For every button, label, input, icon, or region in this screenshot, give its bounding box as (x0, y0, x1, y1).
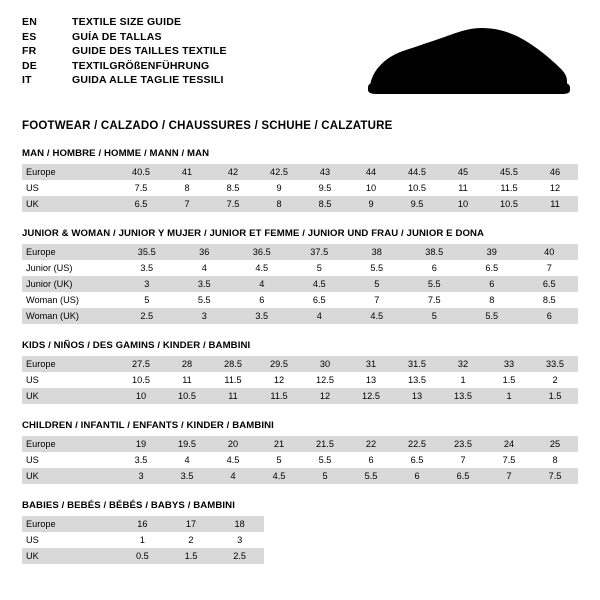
size-cell: 40 (521, 244, 579, 260)
size-cell: 12 (302, 388, 348, 404)
size-cell: 7 (486, 468, 532, 484)
size-cell: 4 (201, 263, 207, 273)
table-row (22, 196, 578, 212)
size-cell: 1.5 (167, 548, 216, 564)
size-cell: 4 (210, 468, 256, 484)
size-cell: 11.5 (256, 388, 302, 404)
size-cell: 6 (463, 276, 521, 292)
size-cell: 44.5 (394, 164, 440, 180)
size-cell: 22 (348, 436, 394, 452)
section-title: JUNIOR & WOMAN / JUNIOR Y MUJER / JUNIOR ET FEMME / JUNIOR UND FRAU / JUNIOR E DONA (22, 228, 485, 239)
section-kids (22, 340, 578, 404)
size-cell: 8.5 (302, 196, 348, 212)
language-title: TEXTILGRÖßENFÜHRUNG (72, 59, 210, 72)
size-cell: 10 (440, 196, 486, 212)
size-cell: 12 (549, 183, 561, 193)
row-label: US (26, 535, 39, 545)
size-cell: 36.5 (233, 244, 291, 260)
size-cell: 10 (365, 183, 377, 193)
section-title: BABIES / BEBÉS / BÉBÉS / BABYS / BAMBINI (22, 500, 235, 511)
size-cell: 6 (521, 308, 579, 324)
size-cell: 6 (259, 295, 265, 305)
size-cell: 5 (316, 263, 322, 273)
size-cell: 36 (176, 244, 234, 260)
size-cell: 4.5 (291, 276, 349, 292)
table-row (22, 436, 578, 452)
size-cell: 27.5 (118, 356, 164, 372)
size-cell: 11 (458, 183, 468, 193)
size-table-junior-woman (22, 244, 578, 324)
row-label: UK (22, 196, 118, 212)
size-cell: 9.5 (394, 196, 440, 212)
size-cell: 4 (233, 276, 291, 292)
size-cell: 5 (144, 295, 150, 305)
size-cell: 6.5 (485, 263, 499, 273)
language-row (22, 60, 227, 75)
size-cell: 21.5 (302, 436, 348, 452)
size-cell: 39 (463, 244, 521, 260)
size-cell: 41 (164, 164, 210, 180)
size-cell: 45.5 (486, 164, 532, 180)
size-cell: 10.5 (132, 375, 150, 385)
size-cell: 10.5 (486, 196, 532, 212)
language-title-list (22, 16, 227, 89)
size-cell: 2.5 (118, 308, 176, 324)
language-title: TEXTILE SIZE GUIDE (72, 16, 182, 28)
size-cell: 30 (302, 356, 348, 372)
size-cell: 33.5 (532, 356, 578, 372)
size-cell: 8 (552, 455, 558, 465)
language-title: GUIDE DES TAILLES TEXTILE (72, 45, 227, 57)
size-cell: 0.5 (118, 548, 167, 564)
size-cell: 6 (394, 468, 440, 484)
size-cell: 4.5 (256, 468, 302, 484)
size-cell: 4 (291, 308, 349, 324)
table-row (22, 164, 578, 180)
size-cell: 20 (210, 436, 256, 452)
table-row (22, 388, 578, 404)
dress-shoe-icon (362, 26, 572, 108)
language-title-list-body (22, 16, 227, 89)
section-title: MAN / HOMBRE / HOMME / MANN / MAN (22, 148, 210, 159)
size-cell: 12.5 (348, 388, 394, 404)
size-cell: 21 (256, 436, 302, 452)
size-cell: 4.5 (255, 263, 269, 273)
language-row (22, 16, 227, 31)
size-cell: 13.5 (440, 388, 486, 404)
size-cell: 7.5 (502, 455, 516, 465)
language-title: GUIDA ALLE TAGLIE TESSILI (72, 74, 224, 86)
size-cell: 6 (431, 263, 437, 273)
size-cell: 8.5 (542, 295, 556, 305)
size-cell: 11.5 (500, 183, 518, 193)
size-cell: 3 (176, 308, 234, 324)
row-label: Europe (22, 356, 118, 372)
size-cell: 5 (302, 468, 348, 484)
size-cell: 3 (237, 535, 243, 545)
section-title: KIDS / NIÑOS / DES GAMINS / KINDER / BAMBINI (22, 340, 251, 351)
language-code: IT (22, 74, 32, 86)
size-cell: 7.5 (210, 196, 256, 212)
size-cell: 24 (486, 436, 532, 452)
size-cell: 3.5 (134, 455, 148, 465)
table-row (22, 532, 264, 548)
row-label: UK (22, 388, 118, 404)
size-cell: 5 (348, 276, 406, 292)
table-row (22, 356, 578, 372)
size-cell: 4 (184, 455, 190, 465)
size-cell: 40.5 (118, 164, 164, 180)
size-cell: 7 (374, 295, 380, 305)
table-row (22, 548, 264, 564)
size-cell: 7 (164, 196, 210, 212)
size-cell: 1 (139, 535, 145, 545)
size-cell: 28 (164, 356, 210, 372)
language-row (22, 31, 227, 46)
table-row (22, 244, 578, 260)
size-cell: 11 (532, 196, 578, 212)
footwear-section-title: FOOTWEAR / CALZADO / CHAUSSURES / SCHUHE / CALZATURE (22, 120, 393, 132)
size-cell: 38.5 (406, 244, 464, 260)
size-cell: 3.5 (140, 263, 154, 273)
size-cell: 3.5 (233, 308, 291, 324)
size-cell: 5.5 (348, 468, 394, 484)
size-cell: 13 (394, 388, 440, 404)
row-label: UK (22, 548, 118, 564)
language-row (22, 74, 227, 89)
section-children (22, 420, 578, 484)
size-cell: 7.5 (134, 183, 148, 193)
size-cell: 33 (486, 356, 532, 372)
size-cell: 5.5 (406, 276, 464, 292)
size-cell: 6 (368, 455, 374, 465)
language-row (22, 45, 227, 60)
table-row (22, 516, 264, 532)
size-cell: 3 (118, 468, 164, 484)
section-junior-woman (22, 228, 578, 324)
size-cell: 11 (210, 388, 256, 404)
language-code: FR (22, 45, 37, 57)
size-cell: 29.5 (256, 356, 302, 372)
size-cell: 13.5 (408, 375, 426, 385)
size-cell: 5.5 (370, 263, 384, 273)
size-cell: 1 (460, 375, 466, 385)
row-label: Junior (US) (26, 263, 73, 273)
size-cell: 5.5 (197, 295, 211, 305)
size-cell: 28.5 (210, 356, 256, 372)
row-label: Woman (US) (26, 295, 79, 305)
row-label: Woman (UK) (22, 308, 118, 324)
size-cell: 6.5 (521, 276, 579, 292)
size-cell: 23.5 (440, 436, 486, 452)
size-cell: 25 (532, 436, 578, 452)
size-cell: 19.5 (164, 436, 210, 452)
size-cell: 9.5 (318, 183, 332, 193)
size-cell: 5 (406, 308, 464, 324)
size-cell: 35.5 (118, 244, 176, 260)
size-cell: 10.5 (164, 388, 210, 404)
table-row (22, 292, 578, 308)
language-code: DE (22, 59, 37, 72)
size-cell: 31 (348, 356, 394, 372)
table-row (22, 452, 578, 468)
size-cell: 7 (546, 263, 552, 273)
size-cell: 12 (273, 375, 285, 385)
section-man (22, 148, 578, 212)
size-cell: 7 (460, 455, 466, 465)
row-label: Europe (22, 516, 118, 532)
size-cell: 2 (188, 535, 194, 545)
size-cell: 1 (486, 388, 532, 404)
language-code: EN (22, 16, 37, 28)
size-cell: 5.5 (463, 308, 521, 324)
size-cell: 8.5 (226, 183, 240, 193)
size-cell: 7.5 (532, 468, 578, 484)
size-cell: 42 (210, 164, 256, 180)
size-cell: 6.5 (440, 468, 486, 484)
row-label: Europe (22, 436, 118, 452)
size-cell: 42.5 (256, 164, 302, 180)
size-cell: 37.5 (291, 244, 349, 260)
size-table-kids (22, 356, 578, 404)
size-cell: 43 (302, 164, 348, 180)
size-cell: 6.5 (118, 196, 164, 212)
size-cell: 3.5 (164, 468, 210, 484)
row-label: UK (22, 468, 118, 484)
size-cell: 5.5 (318, 455, 332, 465)
row-label: US (26, 183, 39, 193)
row-label: Junior (UK) (22, 276, 118, 292)
size-cell: 17 (167, 516, 216, 532)
size-cell: 32 (440, 356, 486, 372)
size-cell: 22.5 (394, 436, 440, 452)
size-cell: 7.5 (427, 295, 441, 305)
size-cell: 46 (532, 164, 578, 180)
table-row (22, 260, 578, 276)
size-table-children (22, 436, 578, 484)
size-cell: 1.5 (532, 388, 578, 404)
language-code: ES (22, 30, 37, 43)
language-title: GUÍA DE TALLAS (72, 30, 162, 43)
size-cell: 2 (552, 375, 558, 385)
size-cell: 18 (215, 516, 264, 532)
size-cell: 1.5 (502, 375, 516, 385)
table-row (22, 372, 578, 388)
section-title: CHILDREN / INFANTIL / ENFANTS / KINDER / BAMBINI (22, 420, 274, 431)
size-cell: 3 (118, 276, 176, 292)
size-cell: 11.5 (224, 375, 242, 385)
table-row (22, 276, 578, 292)
size-cell: 13 (365, 375, 377, 385)
size-cell: 31.5 (394, 356, 440, 372)
table-row (22, 308, 578, 324)
size-cell: 3.5 (176, 276, 234, 292)
size-cell: 4.5 (226, 455, 240, 465)
size-cell: 8 (489, 295, 495, 305)
row-label: US (26, 375, 39, 385)
size-table-man (22, 164, 578, 212)
size-cell: 10 (118, 388, 164, 404)
size-table-babies (22, 516, 264, 564)
size-cell: 38 (348, 244, 406, 260)
table-row (22, 468, 578, 484)
size-cell: 5 (276, 455, 282, 465)
size-cell: 44 (348, 164, 394, 180)
size-cell: 12.5 (316, 375, 334, 385)
size-cell: 4.5 (348, 308, 406, 324)
size-cell: 8 (184, 183, 190, 193)
size-cell: 6.5 (410, 455, 424, 465)
size-cell: 6.5 (312, 295, 326, 305)
size-cell: 10.5 (408, 183, 426, 193)
size-cell: 9 (348, 196, 394, 212)
size-cell: 8 (256, 196, 302, 212)
size-cell: 2.5 (215, 548, 264, 564)
size-cell: 16 (118, 516, 167, 532)
row-label: Europe (22, 164, 118, 180)
size-cell: 9 (276, 183, 282, 193)
section-babies (22, 500, 578, 564)
size-cell: 45 (440, 164, 486, 180)
size-cell: 11 (182, 375, 192, 385)
table-row (22, 180, 578, 196)
size-cell: 19 (118, 436, 164, 452)
row-label: US (26, 455, 39, 465)
row-label: Europe (22, 244, 118, 260)
document-header (22, 16, 578, 108)
